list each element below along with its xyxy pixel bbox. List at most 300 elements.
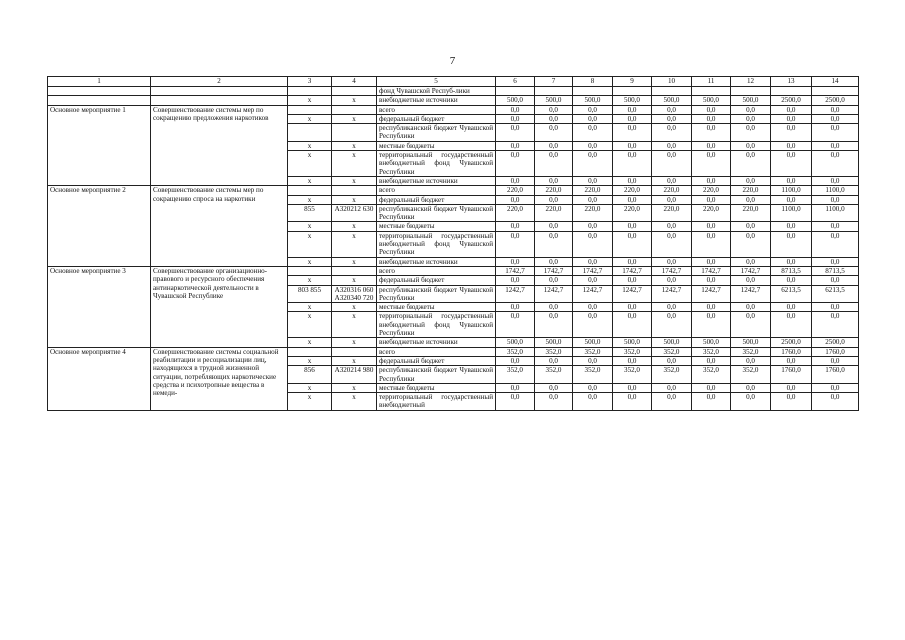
cell-empty <box>652 87 692 96</box>
code-cell: х <box>332 393 377 411</box>
value-cell: 0,0 <box>535 312 573 338</box>
value-cell: 0,0 <box>692 257 731 266</box>
value-cell: 0,0 <box>692 222 731 231</box>
value-cell: 1742,7 <box>535 266 573 275</box>
code-cell <box>288 105 332 114</box>
value-cell: 0,0 <box>771 151 812 177</box>
column-number: 14 <box>812 77 859 87</box>
code-cell: х <box>288 96 332 105</box>
code-cell: х <box>288 222 332 231</box>
value-cell: 1760,0 <box>771 366 812 384</box>
value-cell: 0,0 <box>535 176 573 185</box>
value-cell: 220,0 <box>731 186 771 195</box>
value-cell: 220,0 <box>496 204 535 222</box>
value-cell: 0,0 <box>652 114 692 123</box>
cell-empty <box>613 87 652 96</box>
value-cell: 0,0 <box>573 222 613 231</box>
value-cell: 0,0 <box>731 222 771 231</box>
value-cell: 0,0 <box>613 257 652 266</box>
code-cell: х <box>332 231 377 257</box>
value-cell: 0,0 <box>692 141 731 150</box>
value-cell: 352,0 <box>535 347 573 356</box>
value-cell: 0,0 <box>496 257 535 266</box>
source-cell: внебюджетные источники <box>377 96 496 105</box>
value-cell: 0,0 <box>496 393 535 411</box>
column-number: 6 <box>496 77 535 87</box>
source-cell: республиканский бюджет Чувашской Республики <box>377 285 496 303</box>
value-cell: 0,0 <box>652 276 692 285</box>
code-cell: 856 <box>288 366 332 384</box>
value-cell: 0,0 <box>535 303 573 312</box>
value-cell: 500,0 <box>573 96 613 105</box>
cell-empty <box>496 87 535 96</box>
value-cell: 0,0 <box>496 151 535 177</box>
source-cell: республиканский бюджет Чувашской Республики <box>377 124 496 142</box>
value-cell: 0,0 <box>573 257 613 266</box>
source-cell: местные бюджеты <box>377 303 496 312</box>
value-cell: 0,0 <box>731 151 771 177</box>
value-cell: 220,0 <box>692 204 731 222</box>
value-cell: 1742,7 <box>613 266 652 275</box>
value-cell: 0,0 <box>731 303 771 312</box>
value-cell: 500,0 <box>496 96 535 105</box>
code-cell: х <box>332 383 377 392</box>
source-cell: федеральный бюджет <box>377 356 496 365</box>
value-cell: 0,0 <box>613 312 652 338</box>
column-number: 13 <box>771 77 812 87</box>
value-cell: 0,0 <box>652 356 692 365</box>
value-cell: 0,0 <box>771 276 812 285</box>
value-cell: 1100,0 <box>771 186 812 195</box>
source-cell: территориальный государственный внебюджетный фонд Чувашской Республики <box>377 151 496 177</box>
value-cell: 220,0 <box>535 186 573 195</box>
value-cell: 0,0 <box>573 141 613 150</box>
code-cell <box>288 186 332 195</box>
value-cell: 0,0 <box>535 114 573 123</box>
value-cell: 0,0 <box>613 222 652 231</box>
value-cell: 500,0 <box>731 96 771 105</box>
value-cell: 1760,0 <box>812 366 859 384</box>
source-cell: внебюджетные источники <box>377 257 496 266</box>
source-cell: всего <box>377 105 496 114</box>
source-cell: территориальный государственный внебюджетный <box>377 393 496 411</box>
code-cell: х <box>288 383 332 392</box>
code-cell: х <box>288 257 332 266</box>
code-cell: х <box>332 176 377 185</box>
value-cell: 0,0 <box>812 124 859 142</box>
table-row <box>48 186 859 195</box>
code-cell: х <box>332 96 377 105</box>
source-cell: территориальный государственный внебюджетный фонд Чувашской Республики <box>377 312 496 338</box>
value-cell: 0,0 <box>731 393 771 411</box>
code-cell: х <box>288 356 332 365</box>
column-number: 5 <box>377 77 496 87</box>
source-cell: всего <box>377 347 496 356</box>
value-cell: 0,0 <box>652 393 692 411</box>
code-cell: х <box>288 114 332 123</box>
value-cell: 0,0 <box>731 276 771 285</box>
code-cell <box>332 266 377 275</box>
value-cell: 0,0 <box>771 393 812 411</box>
column-number: 10 <box>652 77 692 87</box>
value-cell: 0,0 <box>535 124 573 142</box>
activity-description: Совершенствование системы мер по сокращению спроса на наркотики <box>151 186 288 267</box>
value-cell: 0,0 <box>771 105 812 114</box>
value-cell: 0,0 <box>573 356 613 365</box>
budget-table <box>47 76 859 411</box>
code-cell: х <box>288 303 332 312</box>
value-cell: 0,0 <box>771 257 812 266</box>
value-cell: 0,0 <box>692 356 731 365</box>
code-cell: х <box>288 393 332 411</box>
value-cell: 0,0 <box>613 303 652 312</box>
activity-description: Совершенствование организационно-правового и ресурсного обеспечения антинаркотической деятельности в Чувашской Республике <box>151 266 288 347</box>
value-cell: 0,0 <box>535 195 573 204</box>
source-cell: фонд Чувашской Респуб-лики <box>377 87 496 96</box>
value-cell: 0,0 <box>573 393 613 411</box>
value-cell: 8713,5 <box>812 266 859 275</box>
value-cell: 0,0 <box>652 312 692 338</box>
value-cell: 0,0 <box>496 195 535 204</box>
value-cell: 500,0 <box>692 96 731 105</box>
source-cell: федеральный бюджет <box>377 114 496 123</box>
code-cell: х <box>332 356 377 365</box>
code-cell: х <box>288 276 332 285</box>
column-number: 8 <box>573 77 613 87</box>
value-cell: 8713,5 <box>771 266 812 275</box>
code-cell <box>332 124 377 142</box>
value-cell: 1242,7 <box>731 285 771 303</box>
column-number: 11 <box>692 77 731 87</box>
value-cell: 0,0 <box>652 383 692 392</box>
activity-description: Совершенствование системы социальной реабилитации и ресоциализации лиц, находящихся в трудной жизненной ситуации, потребляющих наркотические средства и психотропные вещества в немеди- <box>151 347 288 410</box>
column-number: 12 <box>731 77 771 87</box>
value-cell: 0,0 <box>692 195 731 204</box>
value-cell: 0,0 <box>496 176 535 185</box>
code-cell: А320214 980 <box>332 366 377 384</box>
value-cell: 0,0 <box>652 151 692 177</box>
code-cell <box>288 266 332 275</box>
value-cell: 0,0 <box>652 124 692 142</box>
value-cell: 1742,7 <box>496 266 535 275</box>
value-cell: 0,0 <box>731 141 771 150</box>
value-cell: 0,0 <box>771 356 812 365</box>
value-cell: 0,0 <box>812 257 859 266</box>
code-cell <box>288 124 332 142</box>
value-cell: 352,0 <box>573 366 613 384</box>
value-cell: 0,0 <box>573 151 613 177</box>
code-cell: х <box>332 303 377 312</box>
source-cell: внебюджетные источники <box>377 338 496 347</box>
value-cell: 352,0 <box>731 347 771 356</box>
value-cell: 0,0 <box>573 195 613 204</box>
value-cell: 0,0 <box>731 257 771 266</box>
value-cell: 352,0 <box>613 347 652 356</box>
value-cell: 0,0 <box>613 141 652 150</box>
value-cell: 0,0 <box>535 105 573 114</box>
value-cell: 0,0 <box>812 312 859 338</box>
value-cell: 0,0 <box>731 383 771 392</box>
code-cell: х <box>288 312 332 338</box>
value-cell: 0,0 <box>496 312 535 338</box>
value-cell: 0,0 <box>692 312 731 338</box>
value-cell: 500,0 <box>535 338 573 347</box>
value-cell: 0,0 <box>771 176 812 185</box>
activity-name: Основное мероприятие 2 <box>48 186 151 267</box>
code-cell: х <box>288 141 332 150</box>
code-cell: х <box>288 176 332 185</box>
value-cell: 6213,5 <box>771 285 812 303</box>
code-cell: х <box>332 141 377 150</box>
activity-name: Основное мероприятие 4 <box>48 347 151 410</box>
header-row <box>48 77 859 87</box>
value-cell: 0,0 <box>812 356 859 365</box>
column-number: 2 <box>151 77 288 87</box>
table-row <box>48 105 859 114</box>
value-cell: 0,0 <box>812 105 859 114</box>
cell-empty <box>573 87 613 96</box>
value-cell: 0,0 <box>613 231 652 257</box>
value-cell: 0,0 <box>731 312 771 338</box>
value-cell: 0,0 <box>496 114 535 123</box>
code-cell: х <box>288 195 332 204</box>
value-cell: 1242,7 <box>692 285 731 303</box>
activity-name: Основное мероприятие 3 <box>48 266 151 347</box>
value-cell: 1100,0 <box>812 204 859 222</box>
source-cell: местные бюджеты <box>377 141 496 150</box>
value-cell: 0,0 <box>731 231 771 257</box>
value-cell: 352,0 <box>496 366 535 384</box>
activity-description: Совершенствование системы мер по сокращению предложения наркотиков <box>151 105 288 186</box>
value-cell: 1242,7 <box>613 285 652 303</box>
value-cell: 0,0 <box>692 114 731 123</box>
value-cell: 0,0 <box>613 176 652 185</box>
column-number: 1 <box>48 77 151 87</box>
cell-empty <box>48 87 151 96</box>
value-cell: 1242,7 <box>496 285 535 303</box>
value-cell: 0,0 <box>535 231 573 257</box>
cell-empty <box>812 87 859 96</box>
value-cell: 0,0 <box>496 231 535 257</box>
value-cell: 0,0 <box>573 312 613 338</box>
value-cell: 220,0 <box>652 186 692 195</box>
value-cell: 1100,0 <box>771 204 812 222</box>
source-cell: территориальный государственный внебюджетный фонд Чувашской Республики <box>377 231 496 257</box>
column-number: 9 <box>613 77 652 87</box>
value-cell: 500,0 <box>535 96 573 105</box>
value-cell: 0,0 <box>652 195 692 204</box>
cell-empty <box>692 87 731 96</box>
value-cell: 0,0 <box>573 105 613 114</box>
value-cell: 0,0 <box>771 312 812 338</box>
source-cell: местные бюджеты <box>377 222 496 231</box>
value-cell: 1242,7 <box>535 285 573 303</box>
value-cell: 0,0 <box>692 124 731 142</box>
value-cell: 0,0 <box>731 105 771 114</box>
value-cell: 0,0 <box>812 383 859 392</box>
value-cell: 0,0 <box>771 383 812 392</box>
value-cell: 0,0 <box>496 303 535 312</box>
source-cell: местные бюджеты <box>377 383 496 392</box>
value-cell: 0,0 <box>812 195 859 204</box>
value-cell: 500,0 <box>692 338 731 347</box>
code-cell <box>332 347 377 356</box>
value-cell: 0,0 <box>731 176 771 185</box>
value-cell: 0,0 <box>496 222 535 231</box>
value-cell: 220,0 <box>573 186 613 195</box>
value-cell: 6213,5 <box>812 285 859 303</box>
code-cell: А320212 630 <box>332 204 377 222</box>
value-cell: 0,0 <box>535 257 573 266</box>
value-cell: 0,0 <box>812 151 859 177</box>
value-cell: 500,0 <box>613 96 652 105</box>
cell-empty <box>288 87 332 96</box>
value-cell: 0,0 <box>496 124 535 142</box>
value-cell: 0,0 <box>573 383 613 392</box>
value-cell: 0,0 <box>496 356 535 365</box>
value-cell: 0,0 <box>613 276 652 285</box>
code-cell: А320316 060 А320340 720 <box>332 285 377 303</box>
code-cell <box>332 186 377 195</box>
value-cell: 220,0 <box>613 204 652 222</box>
value-cell: 220,0 <box>573 204 613 222</box>
value-cell: 352,0 <box>652 347 692 356</box>
value-cell: 352,0 <box>731 366 771 384</box>
value-cell: 1760,0 <box>812 347 859 356</box>
cell-empty <box>48 96 151 105</box>
value-cell: 1242,7 <box>573 285 613 303</box>
value-cell: 0,0 <box>535 276 573 285</box>
value-cell: 0,0 <box>812 303 859 312</box>
value-cell: 500,0 <box>496 338 535 347</box>
value-cell: 220,0 <box>652 204 692 222</box>
value-cell: 220,0 <box>613 186 652 195</box>
value-cell: 0,0 <box>496 105 535 114</box>
value-cell: 0,0 <box>731 124 771 142</box>
code-cell: х <box>332 151 377 177</box>
cell-empty <box>535 87 573 96</box>
value-cell: 0,0 <box>731 114 771 123</box>
source-cell: республиканский бюджет Чувашской Республики <box>377 366 496 384</box>
source-cell: республиканский бюджет Чувашской Республики <box>377 204 496 222</box>
value-cell: 352,0 <box>613 366 652 384</box>
value-cell: 0,0 <box>771 231 812 257</box>
value-cell: 500,0 <box>652 96 692 105</box>
value-cell: 0,0 <box>731 356 771 365</box>
value-cell: 1760,0 <box>771 347 812 356</box>
value-cell: 0,0 <box>771 222 812 231</box>
value-cell: 0,0 <box>496 276 535 285</box>
source-cell: федеральный бюджет <box>377 276 496 285</box>
value-cell: 0,0 <box>692 231 731 257</box>
code-cell: х <box>332 222 377 231</box>
code-cell: х <box>288 338 332 347</box>
code-cell: х <box>332 114 377 123</box>
value-cell: 500,0 <box>652 338 692 347</box>
value-cell: 0,0 <box>812 231 859 257</box>
value-cell: 0,0 <box>771 195 812 204</box>
column-number: 7 <box>535 77 573 87</box>
value-cell: 1742,7 <box>731 266 771 275</box>
code-cell <box>332 105 377 114</box>
value-cell: 500,0 <box>613 338 652 347</box>
value-cell: 1742,7 <box>652 266 692 275</box>
code-cell: х <box>288 151 332 177</box>
table-row <box>48 87 859 96</box>
value-cell: 0,0 <box>535 141 573 150</box>
source-cell: всего <box>377 186 496 195</box>
value-cell: 0,0 <box>573 231 613 257</box>
activity-name: Основное мероприятие 1 <box>48 105 151 186</box>
value-cell: 2500,0 <box>812 96 859 105</box>
cell-empty <box>332 87 377 96</box>
value-cell: 220,0 <box>535 204 573 222</box>
value-cell: 352,0 <box>573 347 613 356</box>
value-cell: 0,0 <box>652 231 692 257</box>
value-cell: 500,0 <box>731 338 771 347</box>
value-cell: 0,0 <box>652 222 692 231</box>
code-cell: х <box>332 257 377 266</box>
code-cell <box>288 347 332 356</box>
value-cell: 0,0 <box>573 176 613 185</box>
value-cell: 0,0 <box>692 105 731 114</box>
value-cell: 0,0 <box>535 383 573 392</box>
value-cell: 352,0 <box>535 366 573 384</box>
value-cell: 0,0 <box>731 195 771 204</box>
value-cell: 0,0 <box>771 124 812 142</box>
value-cell: 0,0 <box>613 356 652 365</box>
source-cell: федеральный бюджет <box>377 195 496 204</box>
value-cell: 0,0 <box>692 303 731 312</box>
value-cell: 352,0 <box>496 347 535 356</box>
table-body <box>48 77 859 411</box>
source-cell: всего <box>377 266 496 275</box>
value-cell: 0,0 <box>771 141 812 150</box>
column-number: 3 <box>288 77 332 87</box>
code-cell: х <box>332 312 377 338</box>
value-cell: 352,0 <box>692 366 731 384</box>
value-cell: 220,0 <box>496 186 535 195</box>
value-cell: 0,0 <box>812 276 859 285</box>
code-cell: х <box>332 338 377 347</box>
value-cell: 0,0 <box>812 393 859 411</box>
value-cell: 0,0 <box>496 383 535 392</box>
code-cell: х <box>288 231 332 257</box>
value-cell: 0,0 <box>535 356 573 365</box>
value-cell: 0,0 <box>692 393 731 411</box>
cell-empty <box>731 87 771 96</box>
value-cell: 352,0 <box>692 347 731 356</box>
value-cell: 0,0 <box>652 141 692 150</box>
value-cell: 220,0 <box>731 204 771 222</box>
value-cell: 2500,0 <box>771 338 812 347</box>
value-cell: 1242,7 <box>652 285 692 303</box>
value-cell: 0,0 <box>613 195 652 204</box>
value-cell: 0,0 <box>613 114 652 123</box>
source-cell: внебюджетные источники <box>377 176 496 185</box>
value-cell: 0,0 <box>652 105 692 114</box>
value-cell: 220,0 <box>692 186 731 195</box>
value-cell: 0,0 <box>535 222 573 231</box>
value-cell: 0,0 <box>535 151 573 177</box>
value-cell: 0,0 <box>573 124 613 142</box>
cell-empty <box>151 87 288 96</box>
code-cell: 803 855 <box>288 285 332 303</box>
value-cell: 0,0 <box>573 114 613 123</box>
value-cell: 0,0 <box>573 303 613 312</box>
value-cell: 0,0 <box>771 114 812 123</box>
value-cell: 1100,0 <box>812 186 859 195</box>
